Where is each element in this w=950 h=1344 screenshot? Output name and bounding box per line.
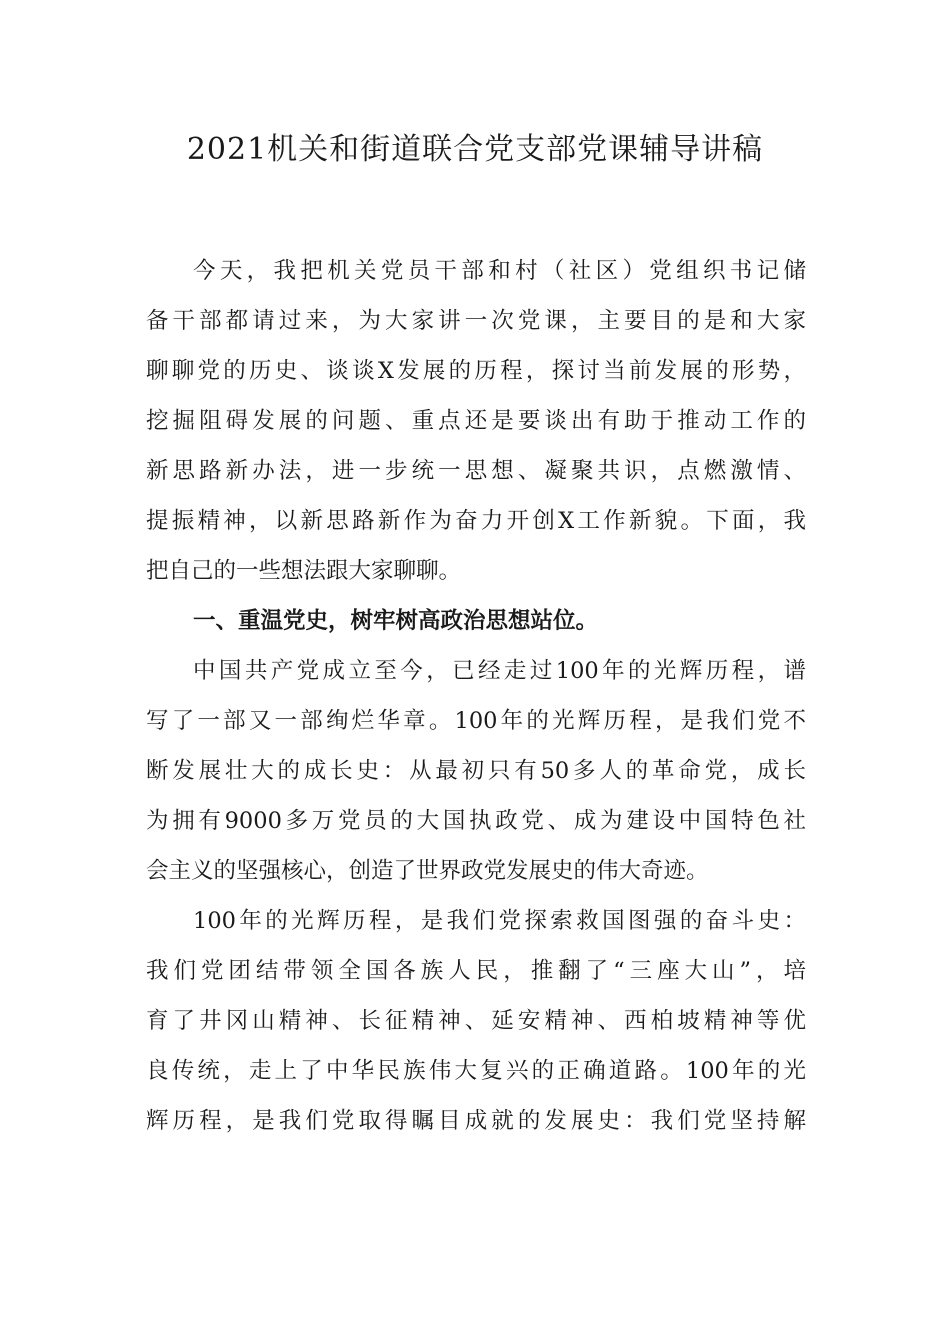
text-line: 为拥有9000多万党员的大国执政党、成为建设中国特色社 xyxy=(146,808,806,834)
paragraph-history xyxy=(146,646,806,896)
text-line: 备干部都请过来，为大家讲一次党课，主要目的是和大家 xyxy=(146,308,806,334)
text-line: 新思路新办法，进一步统一思想、凝聚共识，点燃激情、 xyxy=(146,458,806,484)
text-line: 断发展壮大的成长史：从最初只有50多人的革命党，成长 xyxy=(146,758,806,784)
paragraph-struggle xyxy=(146,896,806,1146)
text-line: 100年的光辉历程，是我们党探索救国图强的奋斗史： xyxy=(193,908,806,934)
section-heading xyxy=(146,596,806,646)
text-line: 提振精神，以新思路新作为奋力开创X工作新貌。下面，我 xyxy=(146,508,806,534)
text-line: 把自己的一些想法跟大家聊聊。 xyxy=(146,558,462,584)
heading-line: 一、重温党史，树牢树高政治思想站位。 xyxy=(193,608,599,634)
paragraph-intro xyxy=(146,246,806,596)
text-line: 今天，我把机关党员干部和村（社区）党组织书记储 xyxy=(193,258,806,284)
text-line: 挖掘阻碍发展的问题、重点还是要谈出有助于推动工作的 xyxy=(146,408,806,434)
text-line: 辉历程，是我们党取得瞩目成就的发展史：我们党坚持解 xyxy=(146,1108,806,1134)
text-line: 会主义的坚强核心，创造了世界政党发展史的伟大奇迹。 xyxy=(146,858,709,884)
text-line: 我们党团结带领全国各族人民，推翻了“三座大山”，培 xyxy=(146,958,806,984)
text-line: 中国共产党成立至今，已经走过100年的光辉历程，谱 xyxy=(193,658,806,684)
text-line: 写了一部又一部绚烂华章。100年的光辉历程，是我们党不 xyxy=(146,708,806,734)
document-body xyxy=(146,246,806,1146)
text-line: 育了井冈山精神、长征精神、延安精神、西柏坡精神等优 xyxy=(146,1008,806,1034)
document-title: 2021机关和街道联合党支部党课辅导讲稿 xyxy=(186,132,764,167)
text-line: 聊聊党的历史、谈谈X发展的历程，探讨当前发展的形势， xyxy=(146,358,806,384)
text-line: 良传统，走上了中华民族伟大复兴的正确道路。100年的光 xyxy=(146,1058,806,1084)
